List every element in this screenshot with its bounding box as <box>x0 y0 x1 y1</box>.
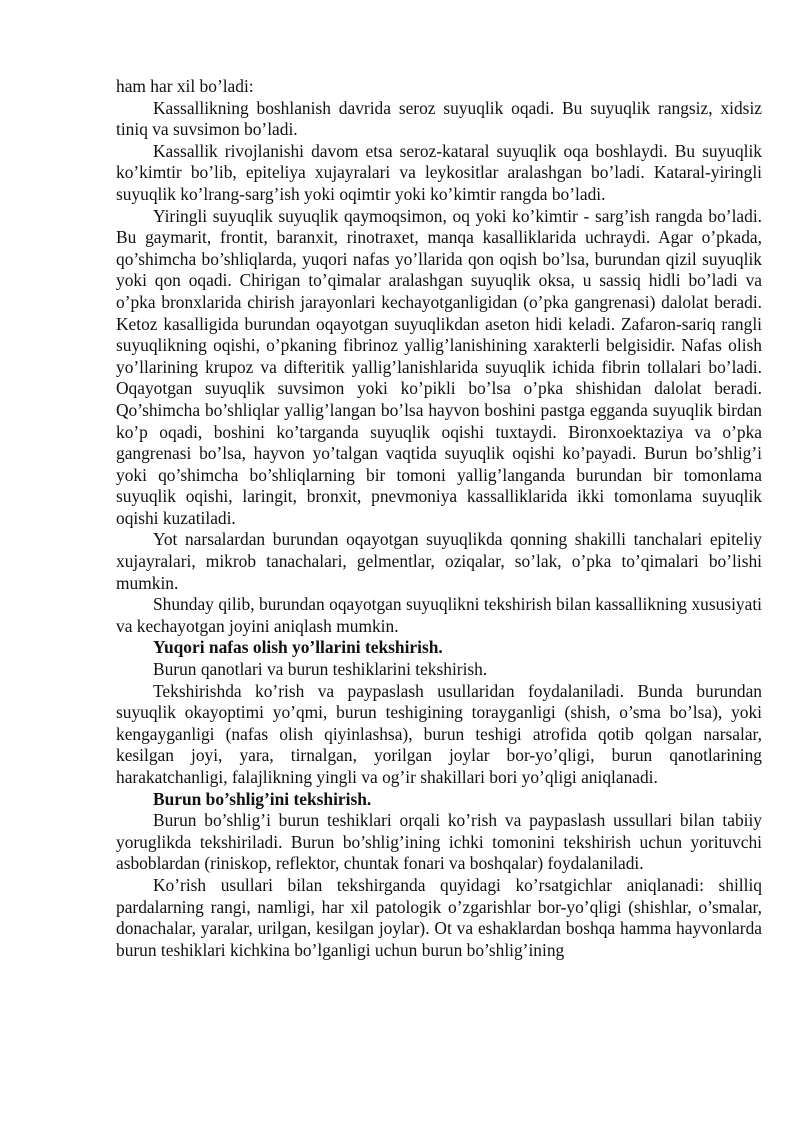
section-heading-nasal-cavity: Burun bo’shlig’ini tekshirish. <box>153 788 372 809</box>
paragraph-seroz-kataral: Kassallik rivojlanishi davom etsa seroz-kataral suyuqlik oqa boshlaydi. Bu suyuqlik ko’kimtir bo’lib, epiteliya xujayralari va leykositlar aralashgan bo’ladi. Kataral-yiringli suyuqlik ko’lrang-sarg’ish yoki oqimtir yoki ko’kimtir rangda bo’ladi. <box>116 140 762 204</box>
paragraph-examination-methods: Tekshirishda ko’rish va paypaslash usullaridan foydalaniladi. Bunda burundan suyuqlik okayoptimi yo’qmi, burun teshigining torayganligi (shish, o’sma bo’lsa), yoki kengayganligi (nafas olish qiyinlashsa), burun teshigi atrofida qotib qolgan narsalar, kesilgan joyi, yara, tirnalgan, yorilgan joylar bor-yo’qligi, burun qanotlarining harakatchanligi, falajlikning yingli va og’ir shakillari bori yo’qligi aniqlanadi. <box>116 680 762 787</box>
paragraph-nasal-cavity: Burun bo’shlig’i burun teshiklari orqali ko’rish va paypaslash ussullari bilan tabiiy yoruglikda tekshiriladi. Burun bo’shlig’ining ichki tomonini tekshirish uchun yorituvchi asboblardan (riniskop, reflektor, chuntak fonari va boshqalar) foydalaniladi. <box>116 810 762 874</box>
document-page <box>116 76 762 961</box>
subheading-nostrils: Burun qanotlari va burun teshiklarini tekshirish. <box>153 659 488 680</box>
paragraph-continuation: ham har xil bo’ladi: <box>116 76 254 96</box>
paragraph-visual-indicators: Ko’rish usullari bilan tekshirganda quyidagi ko’rsatgichlar aniqlanadi: shilliq pardalarning rangi, namligi, har xil patologik o’zgarishlar bor-yo’qligi (shishlar, o’smalar, donachalar, yaralar, urilgan, kesilgan joylar). Ot va eshaklardan boshqa hamma hayvonlarda burun teshiklari kichkina bo’lganligi uchun burun bo’shlig’ining <box>116 874 762 960</box>
paragraph-yiringli: Yiringli suyuqlik suyuqlik qaymoqsimon, oq yoki ko’kimtir - sarg’ish rangda bo’ladi. Bu gaymarit, frontit, baranxit, rinotraxet, manqa kasalliklarida uchraydi. Agar o’pkada, qo’shimcha bo’shliqlarda, yuqori nafas yo’llarida qon oqish bo’lsa, burundan qizil suyuqlik yoki qon oqadi. Chirigan to’qimalar aralashgan suyuqlik oksa, u sassiq hidli bo’ladi va o’pka bronxlarida chirish jarayonlari kechayotganligidan (o’pka gangrenasi) dalolat beradi. Ketoz kasalligida burundan oqayotgan suyuqlikdan aseton hidi keladi. Zafaron-sariq rangli suyuqlikning oqishi, o’pkaning fibrinoz yallig’lanishining xarakterli belgisidir. Nafas olish yo’llarining krupoz va difteritik yallig’lanishlarida suyuqlik ichida fibrin tollalari bo’ladi. Oqayotgan suyuqlik suvsimon yoki ko’pikli bo’lsa o’pka shishidan dalolat beradi. Qo’shimcha bo’shliqlar yallig’langan bo’lsa hayvon boshini pastga egganda suyuqlik birdan ko’p oqadi, boshini ko’targanda suyuqlik oqishi tuxtaydi. Bironxoektaziya va o’pka gangrenasi bo’lsa, hayvon yo’talgan vaqtida suyuqlik oqishi ko’payadi. Burun bo’shlig’i yoki qo’shimcha bo’shliqlarning bir tomoni yallig’langanda burundan bir tomonlama suyuqlik oqishi, laringit, bronxit, pnevmoniya kassalliklarida ikki tomonlama suyuqlik oqishi kuzatiladi. <box>116 205 762 528</box>
paragraph-conclusion: Shunday qilib, burundan oqayotgan suyuqlikni tekshirish bilan kassallikning xususiyati va kechayotgan joyini aniqlash mumkin. <box>116 594 762 636</box>
section-heading-upper-airways: Yuqori nafas olish yo’llarini tekshirish. <box>153 637 443 658</box>
paragraph-seroz: Kassallikning boshlanish davrida seroz suyuqlik oqadi. Bu suyuqlik rangsiz, xidsiz tiniq va suvsimon bo’ladi. <box>116 97 762 140</box>
paragraph-yot-narsalar: Yot narsalardan burundan oqayotgan suyuqlikda qonning shakilli tanchalari epiteliy xujayralari, mikrob tanachalari, gelmentlar, oziqalar, so’lak, o’pka to’qimalari bo’lishi mumkin. <box>116 529 762 593</box>
